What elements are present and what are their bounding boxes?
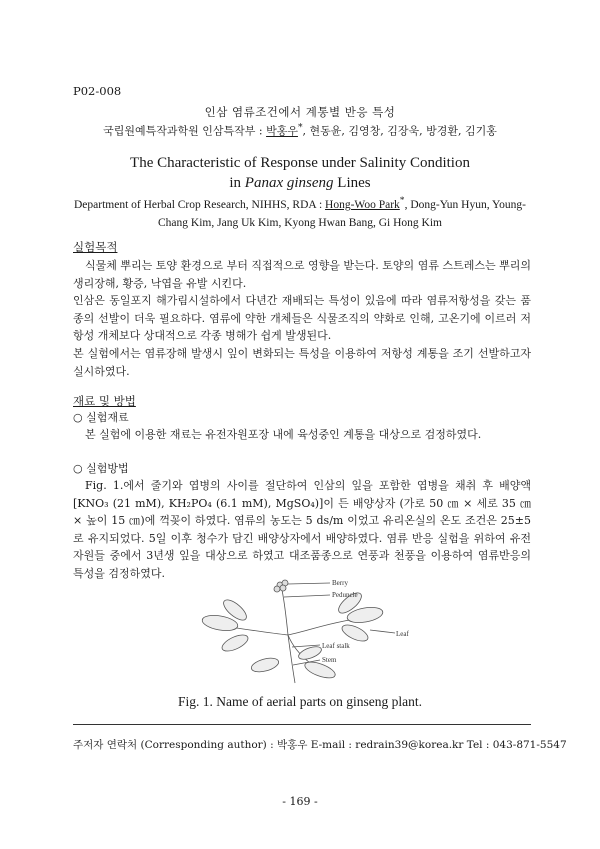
korean-authors — [0, 122, 600, 139]
label-peduncle: Peduncle — [332, 591, 358, 599]
english-title-line2 — [0, 173, 600, 193]
english-presenter: Hong-Woo Park — [325, 198, 400, 211]
presentation-code: P02-008 — [73, 84, 122, 98]
ginseng-plant-illustration — [200, 575, 420, 685]
objective-heading: 실험목적 — [73, 240, 118, 254]
page-number: - 169 - — [282, 795, 318, 808]
ginseng-plant-figure — [200, 575, 420, 685]
method-subheading: ○ 실험방법 — [73, 462, 129, 475]
korean-presenter-mark: * — [297, 122, 303, 133]
english-title — [0, 153, 600, 193]
english-title-in: in — [229, 175, 245, 191]
objective-paragraph-2: 인삼은 동일포지 해가림시설하에서 다년간 재배되는 특성이 있음에 따라 염류저항성을 갖는 품종의 선발이 더욱 필요하다. 염류에 약한 개체들은 식물조직의 약화로 인해, 고온기에 이르러 저항성 개체보다 상대적으로 각종 병해가 쉽게 발생된다. — [73, 294, 531, 342]
label-stem: Stem — [322, 656, 337, 664]
english-title-line1: The Characteristic of Response under Salinity Condition — [130, 155, 470, 171]
species-name: Panax ginseng — [244, 175, 334, 191]
objective-paragraph-3: 본 실험에서는 염류장해 발생시 잎이 변화되는 특성을 이용하여 저항성 계통을 조기 선발하고자 실시하였다. — [73, 347, 531, 378]
english-title-lines: Lines — [333, 175, 371, 191]
english-affiliation: Department of Herbal Crop Research, NIHHS, RDA : — [73, 198, 326, 211]
english-coauthors: , Dong-Yun Hyun, Young-Chang Kim, Jang Uk Kim, Kyong Hwan Bang, Gi Hong Kim — [158, 198, 526, 229]
korean-affiliation: 국립원예특작과학원 인삼특작부 : — [103, 124, 267, 138]
materials-subheading: ○ 실험재료 — [73, 411, 129, 424]
methods-heading: 재료 및 방법 — [73, 394, 136, 408]
label-leaf-stalk: Leaf stalk — [322, 642, 350, 650]
label-berry: Berry — [332, 579, 348, 587]
materials-paragraph: 본 실험에 이용한 재료는 유전자원포장 내에 육성중인 계통을 대상으로 검정하였다. — [85, 428, 482, 441]
method-paragraph: Fig. 1.에서 줄기와 엽병의 사이를 절단하여 인삼의 잎을 포함한 엽병을 채취 후 배양액 [KNO₃ (21 mM), KH₂PO₄ (6.1 mM), MgSO₄)]이 든 배양상자 (가로 50 ㎝ × 세로 35 ㎝ × 높이 15 ㎝)에 꺽꽂이 하였다. 염류의 농도는 5 ds/m 이었고 유리온실의 온도 조건은 25±5로 유지되었다. 5일 이후 청수가 담긴 배양상자에서 배양하였다. 염류 반응 실험을 위하여 유전자원들 중에서 3년생 잎을 대상으로 하였고 대조품종으로 연풍과 천풍을 이용하여 염류반응의 특성을 검정하였다. — [73, 479, 531, 580]
figure-caption: Fig. 1. Name of aerial parts on ginseng plant. — [177, 694, 423, 709]
korean-presenter: 박홍우 — [266, 124, 298, 138]
label-leaf: Leaf — [396, 630, 409, 638]
korean-coauthors: , 현동윤, 김영창, 김장욱, 방경환, 김기홍 — [302, 124, 497, 138]
english-presenter-mark: * — [399, 195, 405, 206]
objective-paragraph-1: 식물체 뿌리는 토양 환경으로 부터 직접적으로 영향을 받는다. 토양의 염류 스트레스는 뿌리의 생리장해, 황증, 낙엽을 유발 시킨다. — [73, 259, 531, 290]
english-authors — [60, 192, 540, 232]
korean-title: 인삼 염류조건에서 계통별 반응 특성 — [204, 105, 396, 119]
footer-divider — [73, 724, 531, 725]
corresponding-author-contact: 주저자 연락처 (Corresponding author) : 박홍우 E-mail : redrain39@korea.kr Tel : 043-871-5547 — [73, 739, 567, 751]
